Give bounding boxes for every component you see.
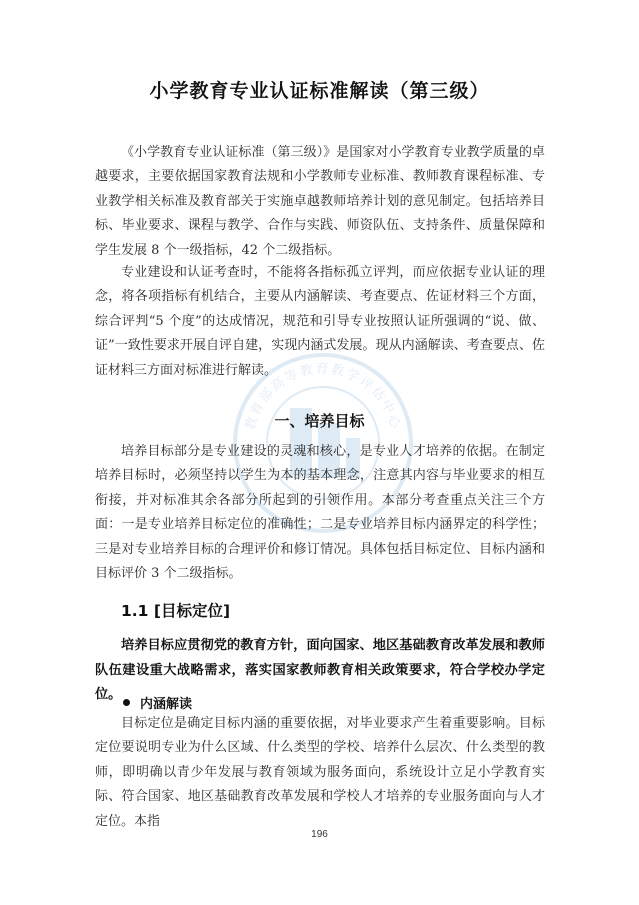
watermark-text: 教育部高等教育教学评估中心 [243,362,403,432]
bullet-connotation [123,693,192,711]
connotation-paragraph: 目标定位是确定目标内涵的重要依据，对毕业要求产生着重要影响。目标定位要说明专业为什么区域、什么类型的学校、培养什么层次、什么类型的教师，即明确以青少年发展与教育领域为服务面向，系统设计立足小学教育实际、符合国家、地区基础教育改革发展和学校人才培养的专业服务面向与人才定位。本指 [95,716,545,829]
page-title: 小学教育专业认证标准解读（第三级） [149,80,490,102]
bullet-dot-icon [123,699,130,706]
section-heading-training-objectives: 一、培养目标 [274,412,365,430]
intro-paragraph-2: 专业建设和认证考查时，不能将各指标孤立评判，而应依据专业认证的理念，将各项指标有机结合，主要从内涵解读、考查要点、佐证材料三个方面，综合评判“5 个度”的达成情况，规范和引导专业按照认证所强调的“说、做、证”一致性要求开展自评自建，实现内涵式发展。现从内涵解读、考查要点、佐证材料三方面对标准进行解读。 [95,265,545,378]
subsection-heading-goal-positioning: 1.1 [目标定位] [121,602,231,620]
standard-statement: 培养目标应贯彻党的教育方针，面向国家、地区基础教育改革发展和教师队伍建设重大战略需求，落实国家教师教育相关政策要求，符合学校办学定位。 [95,638,545,702]
bullet-label: 内涵解读 [140,696,193,712]
section-1-paragraph: 培养目标部分是专业建设的灵魂和核心，是专业人才培养的依据。在制定培养目标时，必须坚持以学生为本的基本理念，注意其内容与毕业要求的相互衔接，并对标准其余各部分所起到的引领作用。本部分考查重点关注三个方面：一是专业培养目标定位的准确性；二是专业培养目标内涵界定的科学性；三是对专业培养目标的合理评价和修订情况。具体包括目标定位、目标内涵和目标评价 3 个二级指标。 [95,444,545,582]
intro-paragraph-1: 《小学教育专业认证标准（第三级）》是国家对小学教育专业教学质量的卓越要求，主要依据国家教育法规和小学教师专业标准、教师教育课程标准、专业教学相关标准及教育部关于实施卓越教师培养计划的意见制定。包括培养目标、毕业要求、课程与教学、合作与实践、师资队伍、支持条件、质量保障和学生发展 8 个一级指标，42 个二级指标。 [95,145,545,258]
page-number: 196 [311,829,328,840]
